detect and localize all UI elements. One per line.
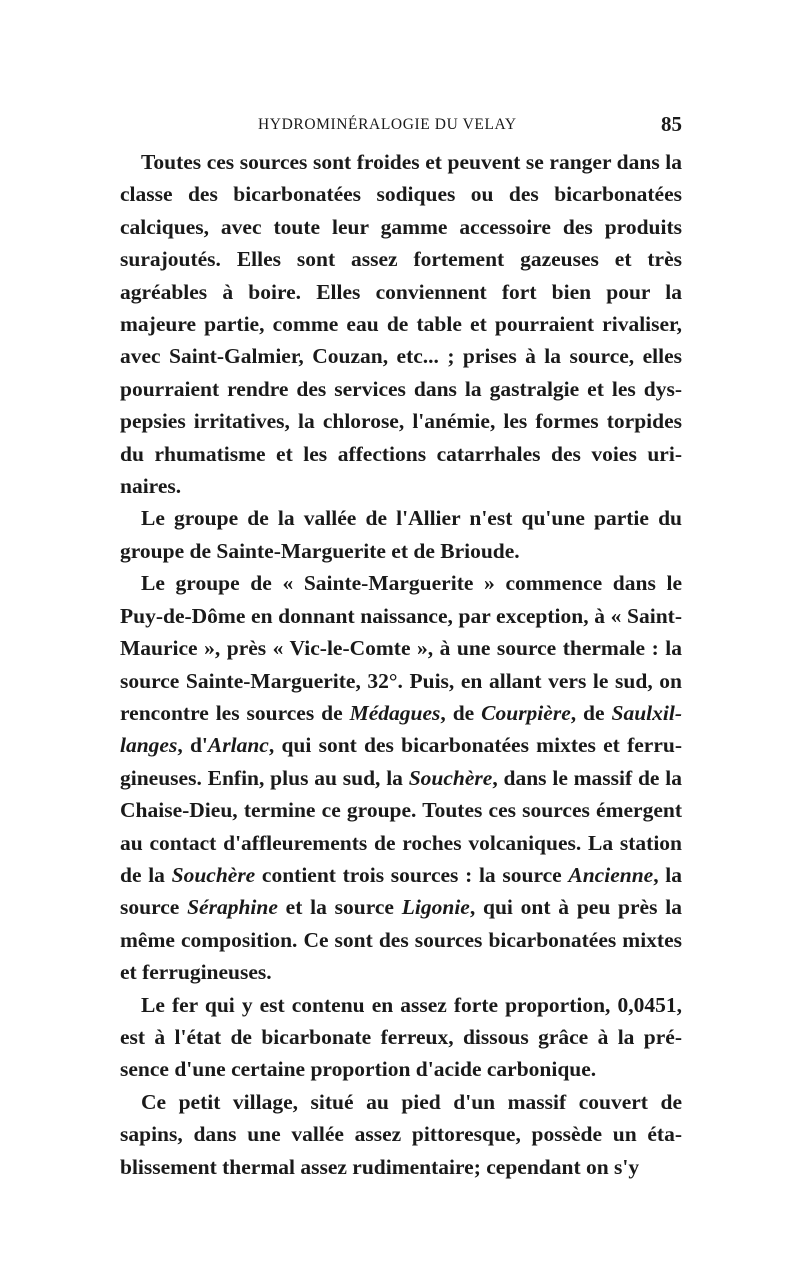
text-run: Le groupe de la vallée de l'Allier n'est qu'une partie du groupe de Sainte-Marguerite et de Brioude. xyxy=(120,506,682,563)
paragraph xyxy=(120,146,682,502)
italic-place-name: Courpière xyxy=(481,700,571,725)
text-run: , la source xyxy=(120,862,682,920)
italic-place-name: Souchère xyxy=(171,862,256,887)
text-run: , de xyxy=(440,700,482,725)
text-run: , qui sont des bicarbonatées mixtes et ferrugineuses. Enfin, plus au sud, la xyxy=(120,733,682,790)
italic-place-name: Séraphine xyxy=(187,895,278,920)
italic-place-name: Médagues xyxy=(349,700,441,725)
italic-place-name: Souchère xyxy=(408,765,493,790)
text-run: , qui ont à peu près la même composition. Ce sont des sources bicarbonatées mixtes et ferrugineuses. xyxy=(120,895,682,985)
text-run: contient trois sources : la source xyxy=(255,862,569,887)
text-run: , d' xyxy=(177,733,208,758)
body-text xyxy=(120,146,682,1183)
text-run: Le fer qui y est contenu en assez forte proportion, 0,0451, est à l'état de bicarbonate ferreux, dissous grâce à la présence d'une certaine proportion d'acide carbonique. xyxy=(120,992,682,1082)
paragraph xyxy=(120,1086,682,1183)
italic-place-name: Ligonie xyxy=(401,895,470,920)
italic-place-name: Arlanc xyxy=(207,733,269,758)
page-number: 85 xyxy=(661,112,682,136)
running-title: HYDROMINÉRALOGIE DU VELAY xyxy=(258,116,517,133)
text-run: Ce petit village, situé au pied d'un massif couvert de sapins, dans une vallée assez pittoresque, possède un établissement thermal assez rudimentaire; cependant on s'y xyxy=(120,1089,682,1179)
text-run: , de xyxy=(570,700,612,725)
italic-place-name: Ancienne xyxy=(568,862,654,887)
text-run: Toutes ces sources sont froides et peuvent se ranger dans la classe des bicarbonatées sodiques ou des bicarbonatées calciques, avec toute leur gamme accessoire des produits surajoutés. Elles sont assez fortement gazeuses et très agréables à boire. Elles conviennent fort bien pour la majeure partie, comme eau de table et pourraient rivaliser, avec Saint-Galmier, Couzan, etc... ; prises à la source, elles pourraient rendre des services dans la gastralgie et les dyspepsies irritatives, la chlorose, l'anémie, les formes torpides du rhumatisme et les affections catarrhales des voies urinaires. xyxy=(120,150,682,499)
text-run: , dans le massif de la Chaise-Dieu, termine ce groupe. Toutes ces sources émergent au contact d'affleurements de roches volcaniques. La station de la xyxy=(120,765,682,887)
paragraph xyxy=(120,502,682,567)
paragraph xyxy=(120,567,682,988)
text-run: Le groupe de « Sainte-Marguerite » commence dans le Puy-de-Dôme en donnant naissance, par exception, à « Saint-Maurice », près « Vic-le-Comte », à une source thermale : la source Sainte-Marguerite, 32°. Puis, en allant vers le sud, on rencontre les sources de xyxy=(120,571,682,725)
paragraph xyxy=(120,989,682,1086)
text-run: et la source xyxy=(277,895,402,920)
running-head xyxy=(120,112,682,140)
italic-place-name: Saulxillanges xyxy=(120,700,683,758)
